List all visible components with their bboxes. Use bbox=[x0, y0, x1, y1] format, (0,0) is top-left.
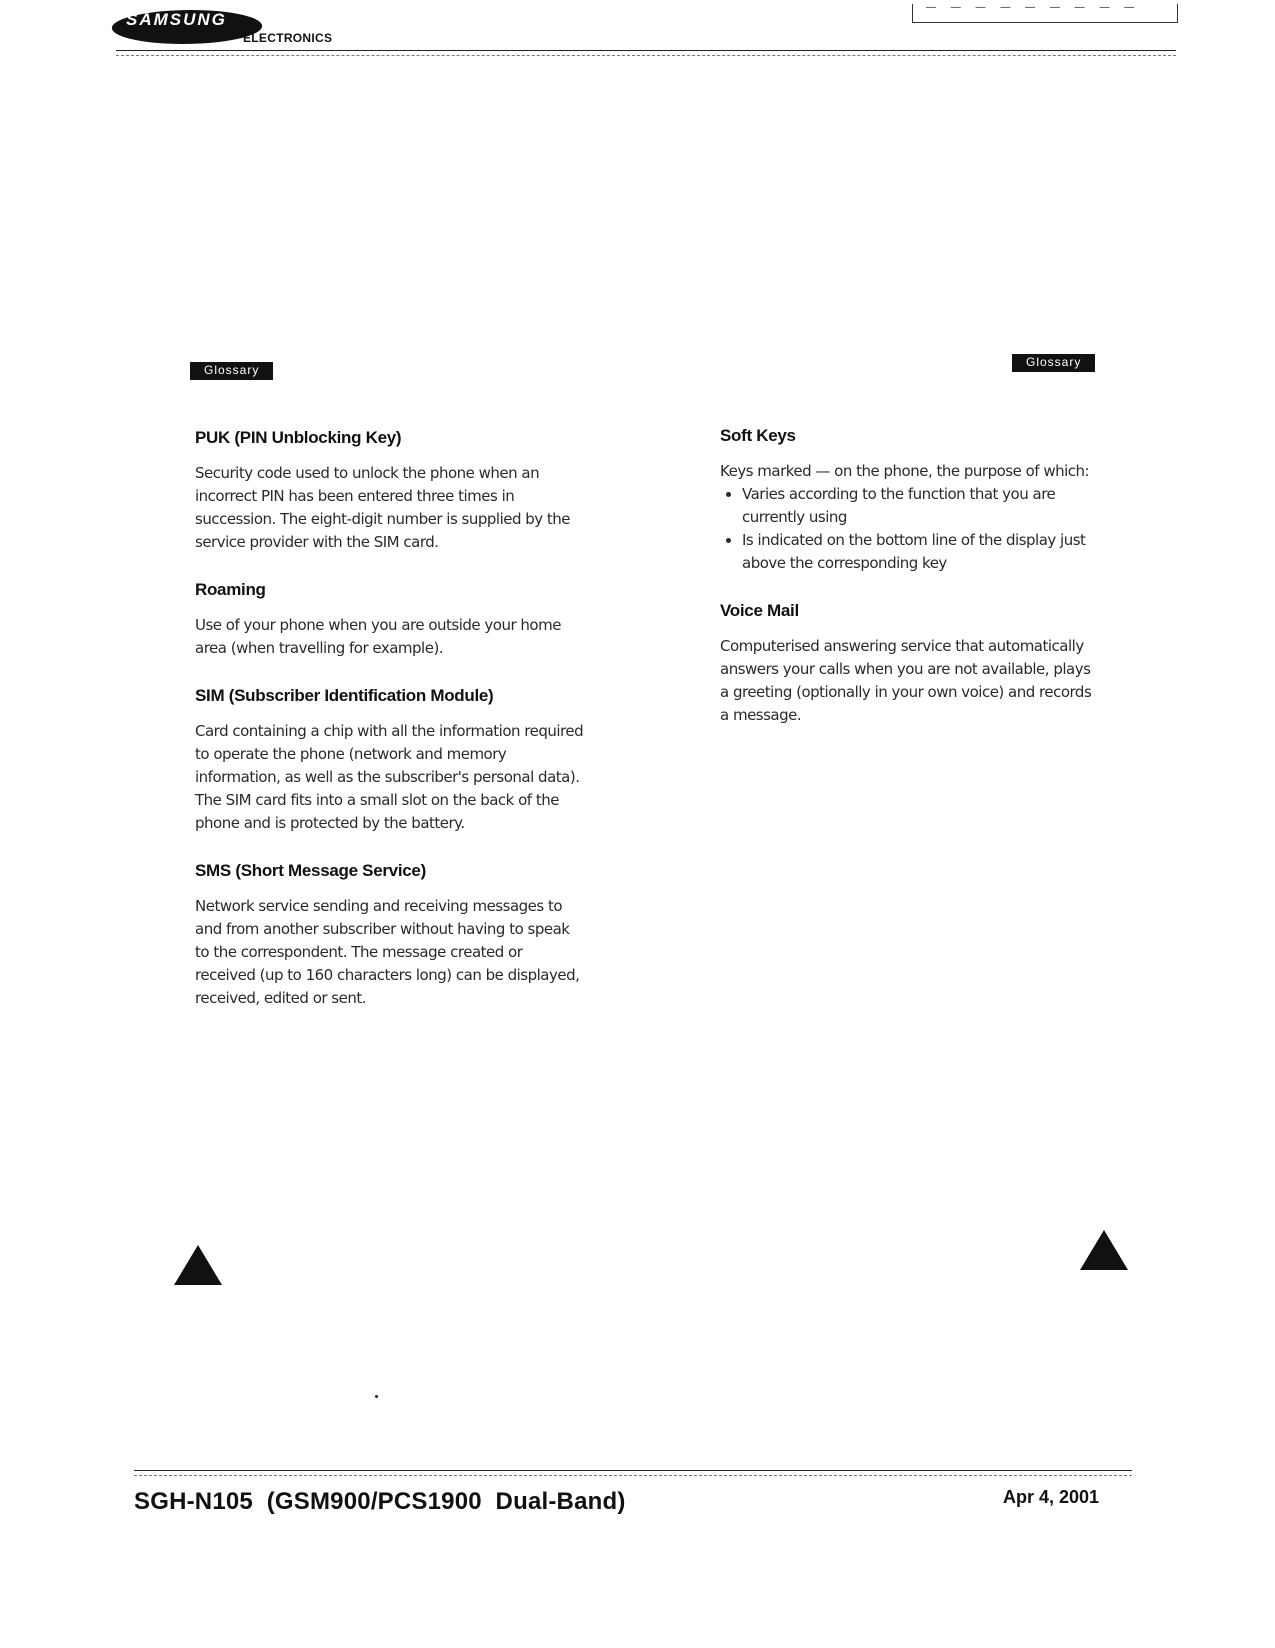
entry-body-sms: Network service sending and receiving messages to and from another subscriber without having to speak to the correspondent. The message created or received (up to 160 characters long) can be displayed, received, edited or sent. bbox=[195, 897, 580, 1007]
entry-title-puk: PUK (PIN Unblocking Key) bbox=[195, 428, 402, 447]
list-item: • Varies according to the function that you are currently using bbox=[742, 483, 1100, 529]
soft-keys-list bbox=[720, 483, 1100, 575]
entry-body-puk: Security code used to unlock the phone when an incorrect PIN has been entered three times in succession. The eight-digit number is supplied by the service provider with the SIM card. bbox=[195, 464, 571, 551]
footer-rule bbox=[134, 1470, 1132, 1471]
glossary-badge-right: Glossary bbox=[1012, 354, 1095, 372]
entry-title-sim: SIM (Subscriber Identification Module) bbox=[195, 686, 494, 705]
entry-title-roaming: Roaming bbox=[195, 580, 266, 599]
entry-title-voice-mail: Voice Mail bbox=[720, 601, 799, 620]
entry-body-roaming: Use of your phone when you are outside your home area (when travelling for example). bbox=[195, 616, 561, 657]
page-marker-left-icon bbox=[174, 1245, 222, 1285]
footer-date: Apr 4, 2001 bbox=[1003, 1487, 1100, 1507]
header-rule bbox=[116, 50, 1176, 51]
entry-body-sim: Card containing a chip with all the information required to operate the phone (network and memory information, as well as the subscriber's personal data). The SIM card fits into a small slot on the back of the phone and is protected by the battery. bbox=[195, 722, 584, 832]
entry-title-soft-keys: Soft Keys bbox=[720, 426, 796, 445]
entry-body-voice-mail: Computerised answering service that automatically answers your calls when you are not available, plays a greeting (optionally in your own voice) and records a message. bbox=[720, 637, 1092, 724]
footer-rule-dashed bbox=[134, 1475, 1132, 1476]
entry-lead-soft-keys: Keys marked — on the phone, the purpose of which: bbox=[720, 462, 1090, 480]
page-marker-right-icon bbox=[1080, 1230, 1128, 1270]
header-rule-dashed bbox=[116, 55, 1176, 56]
logo-wordmark: SAMSUNG bbox=[126, 10, 227, 29]
header-stamp-dashes: — — — — — — — — — bbox=[926, 2, 1141, 13]
scan-speck bbox=[375, 1395, 378, 1398]
list-item: • Is indicated on the bottom line of the display just above the corresponding key bbox=[742, 529, 1100, 575]
entry-title-sms: SMS (Short Message Service) bbox=[195, 861, 426, 880]
left-column bbox=[195, 428, 585, 1036]
right-column bbox=[720, 426, 1100, 753]
glossary-badge-left: Glossary bbox=[190, 362, 273, 380]
logo-subtitle: ELECTRONICS bbox=[243, 31, 333, 45]
footer-model-title: SGH-N105 (GSM900/PCS1900 Dual-Band) bbox=[134, 1488, 626, 1515]
